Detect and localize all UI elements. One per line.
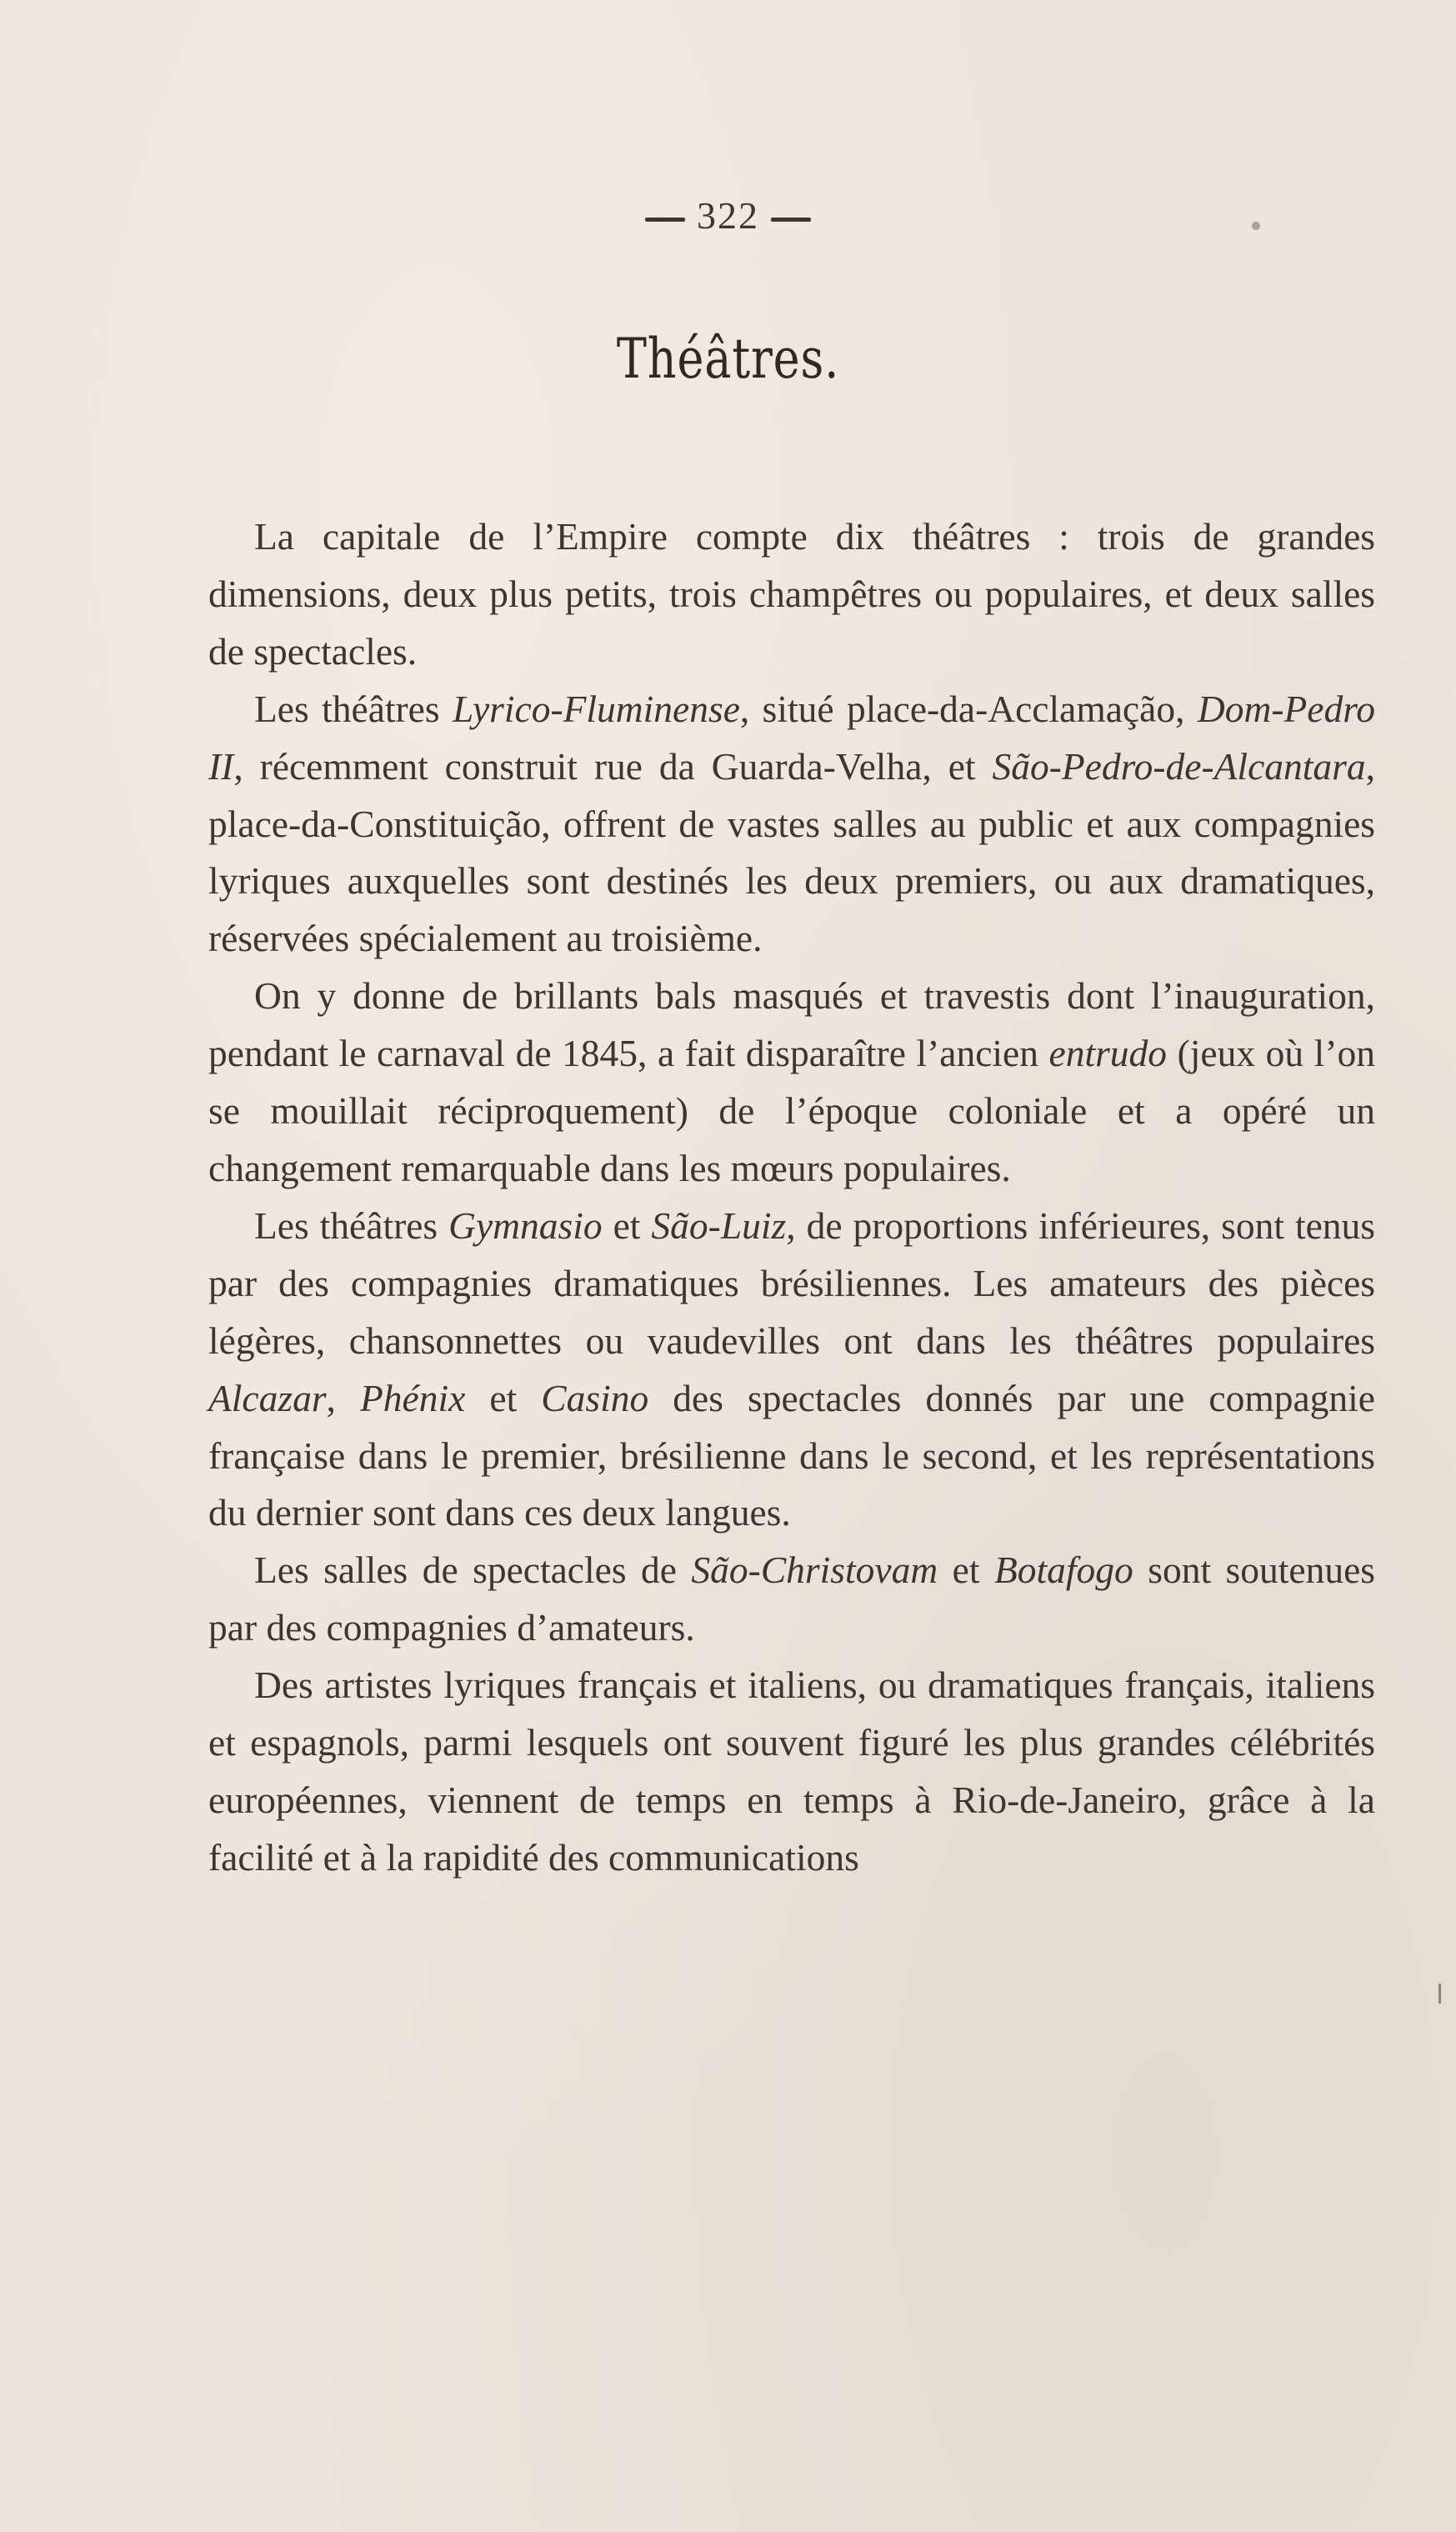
text-run: Les salles de spectacles de (254, 1549, 692, 1592)
left-dash (645, 218, 685, 222)
text-run: et (602, 1203, 652, 1247)
paragraph (208, 508, 1375, 681)
italic-term: Gymnasio (448, 1203, 603, 1247)
text-run: des spectacles donnés par une compagnie française dans le premier, brésilienne dans le second, et les représentations du dernier sont dans ces deux langues. (208, 1376, 1375, 1534)
italic-term: Phénix (359, 1376, 466, 1419)
right-dash (771, 218, 811, 222)
italic-term: São-Luiz (651, 1203, 787, 1247)
body-text (208, 508, 1375, 1887)
text-run: , place-da-Constituição, offrent de vastes salles au public et aux compagnies lyriques auxquelles sont destinés les deux premiers, ou aux dramatiques, réservées spécialement au troisième. (208, 744, 1375, 960)
text-run: (jeux où l’on se mouillait réciproquement) de l’époque coloniale et a opéré un changement remarquable dans les mœurs populaires. (208, 1032, 1375, 1189)
paragraph (208, 1657, 1375, 1887)
italic-term: Lyrico-Fluminense (453, 687, 740, 730)
text-run: et (938, 1549, 994, 1592)
text-run: et (465, 1376, 542, 1419)
paragraph (208, 1542, 1375, 1657)
paragraph (208, 968, 1375, 1198)
text-run: , récemment construit rue da Guarda-Velha, et (233, 744, 993, 788)
text-run: , de proportions inférieures, sont tenus par des compagnies dramatiques brésiliennes. Les amateurs des pièces légères, chansonnettes ou vaudevilles ont dans les théâtres populaires (208, 1203, 1375, 1362)
text-run: Des artistes lyriques français et italiens, ou dramatiques français, italiens et espagnols, parmi lesquels ont souvent figuré les plus grandes célébrités européennes, viennent de temps en temps à Rio-de-Janeiro, grâce à la facilité et à la rapidité des communications (208, 1664, 1375, 1879)
italic-term: Dom-Pedro II (208, 687, 1375, 788)
text-run: sont soutenues par des compagnies d’amateurs. (208, 1549, 1376, 1649)
italic-term: Casino (541, 1376, 649, 1419)
italic-term: São-Pedro-de-Alcantara (992, 744, 1366, 788)
text-run: On y donne de brillants bals masqués et travestis dont l’inauguration, pendant le carnaval de 1845, a fait disparaître l’ancien (208, 974, 1375, 1075)
ink-speck (1252, 222, 1260, 230)
margin-mark (1438, 1984, 1441, 2004)
text-run: Les théâtres (254, 1203, 449, 1247)
paragraph (208, 1198, 1375, 1542)
page-number-header (0, 193, 1456, 238)
page-number: 322 (697, 194, 759, 237)
italic-term: entrudo (1048, 1032, 1168, 1075)
paragraph (208, 681, 1375, 968)
section-title: Théâtres. (616, 327, 840, 391)
italic-term: Alcazar (208, 1376, 327, 1419)
text-run: La capitale de l’Empire compte dix théâtres : trois de grandes dimensions, deux plus petits, trois champêtres ou populaires, et deux salles de spectacles. (208, 515, 1375, 673)
italic-term: São-Christovam (691, 1549, 938, 1592)
text-run: , (326, 1376, 360, 1419)
italic-term: Botafogo (993, 1549, 1133, 1592)
text-run: Les théâtres (254, 687, 453, 730)
text-run: , situé place-da-Acclamação, (739, 687, 1198, 730)
